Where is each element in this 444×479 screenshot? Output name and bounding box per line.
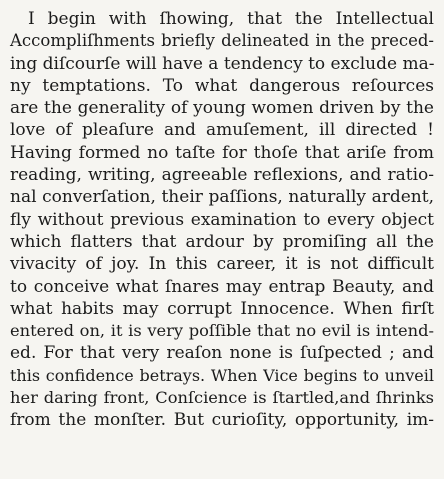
text-line: which flatters that ardour by promiſing all the xyxy=(10,231,434,252)
text-line: love of pleaſure and amuſement, ill directed ! xyxy=(10,120,434,141)
text-line: reading, writing, agreeable reflexions, and ratio- xyxy=(10,165,434,186)
text-line: vivacity of joy. In this career, it is not difficult xyxy=(10,254,434,275)
text-line: I begin with ſhowing, that the Intellectual xyxy=(28,9,434,29)
text-line: Accompliſhments briefly delineated in the preced- xyxy=(10,31,434,51)
text-line: entered on, it is very poſſible that no evil is intend- xyxy=(10,321,434,341)
text-line: Having formed no taſte for thoſe that ariſe from xyxy=(10,142,434,163)
text-line: are the generality of young women driven by the xyxy=(10,98,434,119)
text-line: ny temptations. To what dangerous reſources xyxy=(10,75,434,96)
text-line: nal converſation, their paſſions, naturally ardent, xyxy=(10,187,434,208)
text-line: her daring front, Conſcience is ſtartled,and ſhrinks xyxy=(10,388,434,408)
text-line: ing diſcourſe will have a tendency to exclude ma- xyxy=(10,53,435,74)
body-text xyxy=(10,8,434,432)
text-line: from the monſter. But curioſity, opportunity, im- xyxy=(10,410,434,431)
text-line: what habits may corrupt Innocence. When firſt xyxy=(10,298,434,319)
text-line: to conceive what ſnares may entrap Beauty, and xyxy=(10,276,434,297)
text-line: fly without previous examination to every object xyxy=(10,209,434,230)
text-line: ed. For that very reaſon none is ſuſpected ; and xyxy=(10,343,434,364)
text-line: this confidence betrays. When Vice begins to unveil xyxy=(10,365,434,385)
